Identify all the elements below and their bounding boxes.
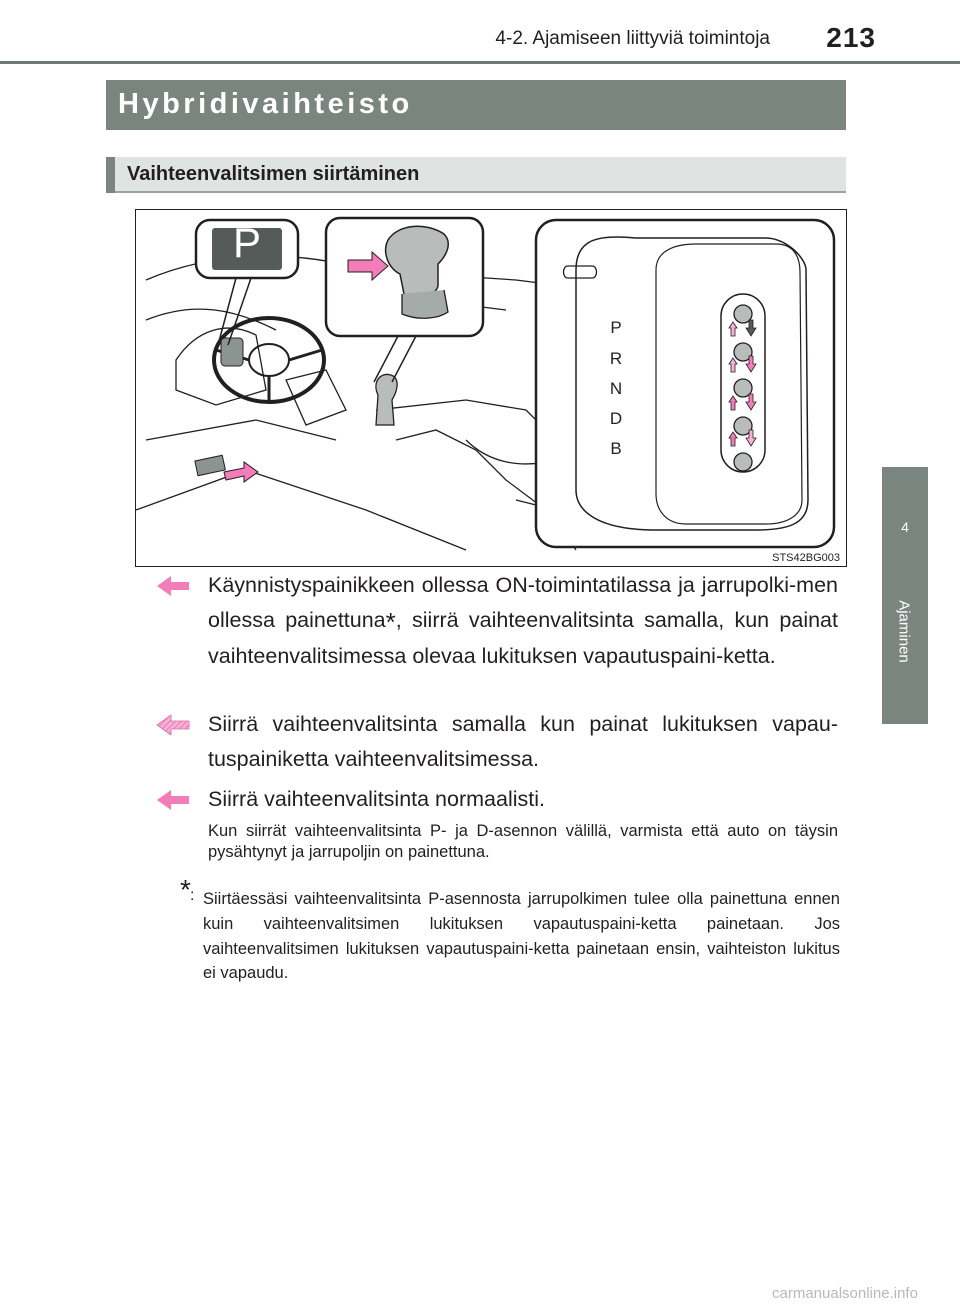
- position-indicator-label: P: [232, 219, 261, 266]
- instruction-text-part: Käynnistyspainikkeen ollessa ON-toimintatilassa ja jarrupolki-men ollessa painettuna: [208, 573, 838, 633]
- section-header: 4-2. Ajamiseen liittyviä toimintoja: [495, 28, 770, 49]
- shift-lever-illustration: [135, 209, 847, 567]
- chapter-label: Ajaminen: [895, 600, 913, 663]
- instruction-text: Siirrä vaihteenvalitsinta normaalisti.: [208, 787, 545, 811]
- asterisk-marker: *: [385, 607, 396, 638]
- callout-gate-box: [536, 220, 834, 547]
- title-bar: [106, 80, 846, 130]
- shift-lever-small: [376, 374, 397, 425]
- header-rule: [0, 61, 960, 64]
- page-number: 213: [826, 22, 876, 53]
- gear-label-p: P: [610, 318, 622, 337]
- subtitle: Vaihteenvalitsimen siirtäminen: [127, 163, 420, 185]
- gear-label-n: N: [609, 379, 623, 398]
- subtitle-accent: [106, 157, 115, 193]
- page-title: Hybridivaihteisto: [118, 88, 413, 120]
- solid-arrow-icon: [155, 574, 191, 598]
- chapter-tab: [882, 467, 928, 724]
- brake-pedal: [195, 455, 226, 475]
- gear-label-r: R: [609, 349, 623, 368]
- gear-label-d: D: [609, 409, 623, 428]
- brake-arrow: [224, 462, 258, 482]
- figure-code: STS42BG003: [772, 552, 840, 564]
- solid-arrow-icon: [155, 788, 191, 812]
- instruction-text-part: , siirrä vaihteenvalitsinta samalla, kun painat vaihteenvalitsimessa olevaa lukituksen vapautuspaini-ketta.: [208, 608, 838, 668]
- subtitle-bar: [106, 157, 846, 193]
- footnote-text: Siirtäessäsi vaihteenvalitsinta P-asennosta jarrupolkimen tulee olla painettuna ennen kuin vaihteenvalitsimen lukituksen vapautuspaini-ketta painetaan. Jos vaihteenvalitsimen lukituksen vapautuspaini-ketta painetaan ensin, vaihteiston lukitus ei vapaudu.: [203, 890, 840, 983]
- chapter-number: 4: [901, 519, 909, 535]
- hatched-arrow-icon: [155, 713, 191, 737]
- instruction-text: Siirrä vaihteenvalitsinta samalla kun painat lukituksen vapau-tuspainiketta vaihteenvalitsimessa.: [208, 712, 838, 772]
- footnote-marker: *: [180, 874, 191, 905]
- note-text: Kun siirrät vaihteenvalitsinta P- ja D-asennon välillä, varmista että auto on täysin pysähtynyt ja jarrupoljin on painettuna.: [208, 822, 838, 862]
- instruction-text: [208, 568, 838, 674]
- gear-label-b: B: [610, 439, 622, 458]
- watermark: carmanualsonline.info: [772, 1285, 918, 1302]
- footnote-colon: :: [190, 887, 195, 904]
